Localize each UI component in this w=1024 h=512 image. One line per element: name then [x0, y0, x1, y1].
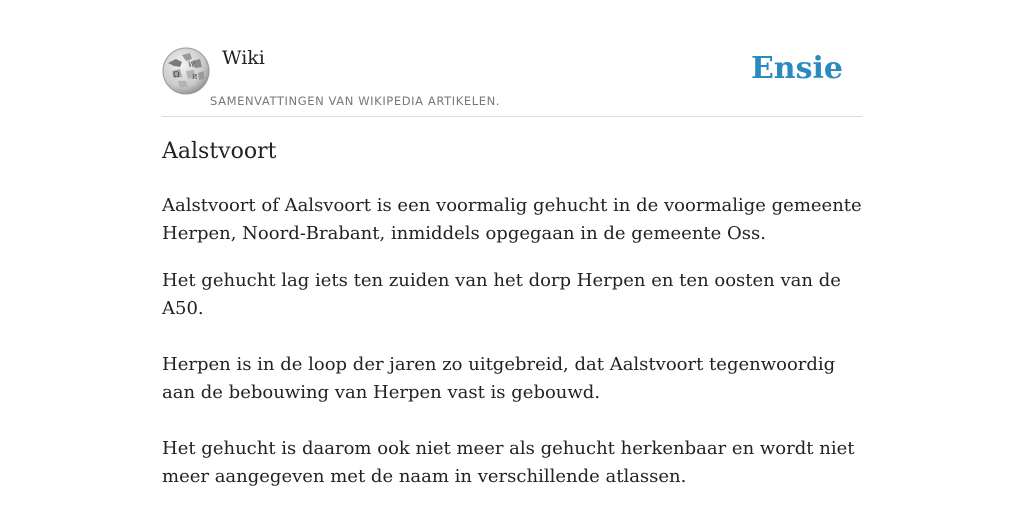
article-paragraph: Het gehucht is daarom ook niet meer als gehucht herkenbaar en wordt niet meer aangegeven met de naam in verschillende atlassen. — [162, 438, 855, 487]
wikipedia-globe-icon[interactable] — [162, 47, 210, 95]
site-tagline: SAMENVATTINGEN VAN WIKIPEDIA ARTIKELEN. — [210, 94, 501, 108]
brand-logo-link[interactable]: Ensie — [750, 51, 843, 86]
article-paragraph: Aalstvoort of Aalsvoort is een voormalig gehucht in de voormalige gemeente Herpen, Noord-Brabant, inmiddels opgegaan in de gemeente Oss. — [162, 195, 862, 244]
article-paragraph: Het gehucht lag iets ten zuiden van het dorp Herpen en ten oosten van de A50. — [162, 270, 841, 319]
site-name[interactable]: Wiki — [222, 47, 265, 69]
svg-text:Ω: Ω — [173, 70, 180, 79]
svg-text:И: И — [192, 74, 198, 81]
svg-text:W: W — [188, 61, 196, 69]
article-paragraph: Herpen is in de loop der jaren zo uitgebreid, dat Aalstvoort tegenwoordig aan de bebouwing van Herpen vast is gebouwd. — [162, 354, 836, 403]
article-title: Aalstvoort — [162, 139, 277, 164]
site-header — [162, 44, 862, 117]
article-content — [162, 192, 862, 491]
